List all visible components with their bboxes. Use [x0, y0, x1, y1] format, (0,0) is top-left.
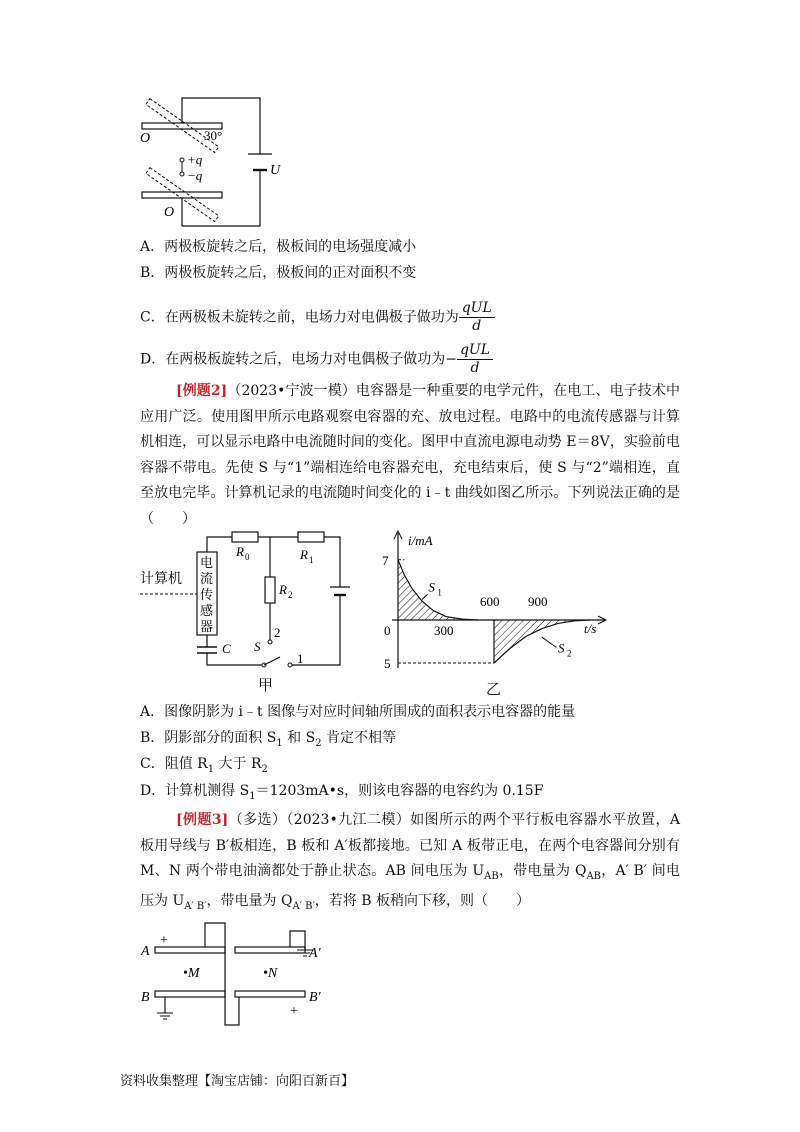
plus-b-prime: + [290, 1004, 298, 1019]
sensor-char-1: 流 [200, 571, 214, 586]
plate-a-prime [235, 947, 305, 953]
it-chart [378, 525, 638, 695]
resistor-r0 [232, 532, 258, 542]
svg-text:0: 0 [245, 552, 250, 562]
label-a: A [141, 944, 150, 959]
x-axis-label: t/s [584, 621, 597, 636]
svg-text:1: 1 [309, 555, 314, 565]
label-b: B [141, 990, 150, 1005]
label-n: •N [263, 966, 278, 981]
q1-option-c [140, 300, 495, 335]
area-S2 [494, 620, 590, 663]
label-2: 2 [274, 625, 281, 640]
two-capacitor-figure [135, 915, 355, 1035]
computer-label: 计算机 [140, 572, 182, 587]
x-tick-600: 600 [480, 594, 500, 609]
sensor-char-2: 传 [200, 587, 214, 602]
label-m: •M [183, 966, 200, 981]
label-s: S [254, 639, 261, 654]
x-tick-300: 300 [434, 623, 454, 638]
plus-a: + [160, 933, 168, 948]
q1-option-b: B．两极板旋转之后，极板间的正对面积不变 [140, 265, 417, 281]
circuit-figure [140, 525, 360, 695]
x-tick-900: 900 [528, 594, 548, 609]
label-b-prime: B′ [309, 990, 321, 1005]
q2-option-d: D．计算机测得 $S_1=1203mA•s$，则该电容器的电容约为 0.15F [140, 783, 544, 802]
label-1: 1 [297, 651, 304, 666]
pointer-s2 [542, 637, 556, 647]
label-o1: O [140, 131, 151, 146]
svg-text:2: 2 [288, 590, 293, 600]
label-r1: R [300, 547, 308, 562]
y-tick-7: 7 [382, 552, 389, 568]
example2-tag: [例题2] [176, 383, 228, 399]
q1-option-d-text: D．在两极板旋转之后，电场力对电偶极子做功为 [140, 351, 446, 368]
example2-text: （2023•宁波一模）电容器是一种重要的电学元件，在电工、电子技术中应用广泛。使用图甲所示电路观察电容器的充、放电过程。电路中的电流传感器与计算机相连，可以显示电路中电流随时间的变化。图甲中直流电源电动势 E＝8V，实验前电容器不带电。先使 S 与“1”端相连给电容器充电，充电结束后，使 S 与“2”端相连，直至放电完毕。计算机记录的电流随时间变化的 i﹣t 曲线如图乙所示。下列说法正确的是（ ） [140, 383, 680, 527]
resistor-r1 [298, 532, 324, 542]
label-c: C [222, 641, 231, 656]
plate-b [155, 991, 225, 997]
minus-q-label: −q [187, 168, 203, 183]
label-s1: S [428, 579, 435, 595]
sensor-char-0: 电 [200, 555, 214, 570]
label-s1-sub: 1 [437, 587, 442, 598]
example2-paragraph [140, 379, 680, 532]
y-axis-label: i/mA [408, 533, 433, 548]
caption-yi: 乙 [486, 680, 502, 698]
bottom-plate [142, 192, 222, 198]
label-a-prime: A′ [309, 946, 321, 961]
dipole-figure [130, 90, 290, 230]
plate-b-prime [235, 991, 305, 997]
sensor-char-4: 器 [200, 619, 214, 634]
plus-q-label: +q [187, 152, 203, 167]
label-s2: S [558, 640, 565, 656]
voltage-label: U [270, 163, 281, 178]
y-tick-0: 0 [384, 623, 391, 638]
q2-option-b: B．阴影部分的面积 $S_1$ 和 $S_2$ 肯定不相等 [140, 730, 397, 749]
angle-label: 30° [204, 128, 223, 143]
example3-tag: [例题3] [176, 812, 229, 828]
label-o2: O [164, 205, 175, 220]
label-s2-sub: 2 [567, 648, 572, 659]
q2-option-a: A．图像阴影为 i﹣t 图像与对应时间轴所围成的面积表示电容器的能量 [140, 704, 576, 720]
y-tick-5: 5 [384, 656, 391, 671]
switch-s [264, 657, 280, 665]
label-r2: R [279, 582, 287, 597]
sensor-char-3: 感 [200, 603, 214, 618]
pointer-s1 [422, 594, 428, 599]
label-r0: R [236, 544, 244, 559]
resistor-r2 [265, 577, 275, 603]
footer: 资料收集整理【淘宝店铺：向阳百新百】 [120, 1074, 355, 1089]
q1-option-c-text: C．在两极板未旋转之前，电场力对电偶极子做功为 [140, 309, 459, 326]
fraction-c: $\frac{\text{qUL}}{d}$ [459, 300, 495, 335]
q1-option-d: D．在两极板旋转之后，电场力对电偶极子做功为− $\frac{\text{qUL}}{d}$ [140, 342, 493, 377]
q1-option-a: A．两极板旋转之后，极板间的电场强度减小 [140, 239, 417, 255]
caption-jia: 甲 [258, 678, 274, 694]
q2-option-c: C．阻值 $R_1$ 大于 $R_2$ [140, 756, 268, 775]
example3-paragraph: [例题3]（多选）（2023•九江二模）如图所示的两个平行板电容器水平放置，A 板用导线与 B′板相连，B 板和 A′板都接地。已知 A 板带正电，在两个电容器间分别有 M、N 两个带电油滴都处于静止状态。AB 间电压为 $U_{AB}$，带电量为 $Q_{AB}$，A′ B′ 间电压为 $U_{A' B'}$，带电量为 $Q_{A' B'}$，若将 B 板稍向下移，则（ ） [140, 812, 680, 913]
fraction-d: $\frac{\text{qUL}}{d}$ [457, 342, 493, 377]
